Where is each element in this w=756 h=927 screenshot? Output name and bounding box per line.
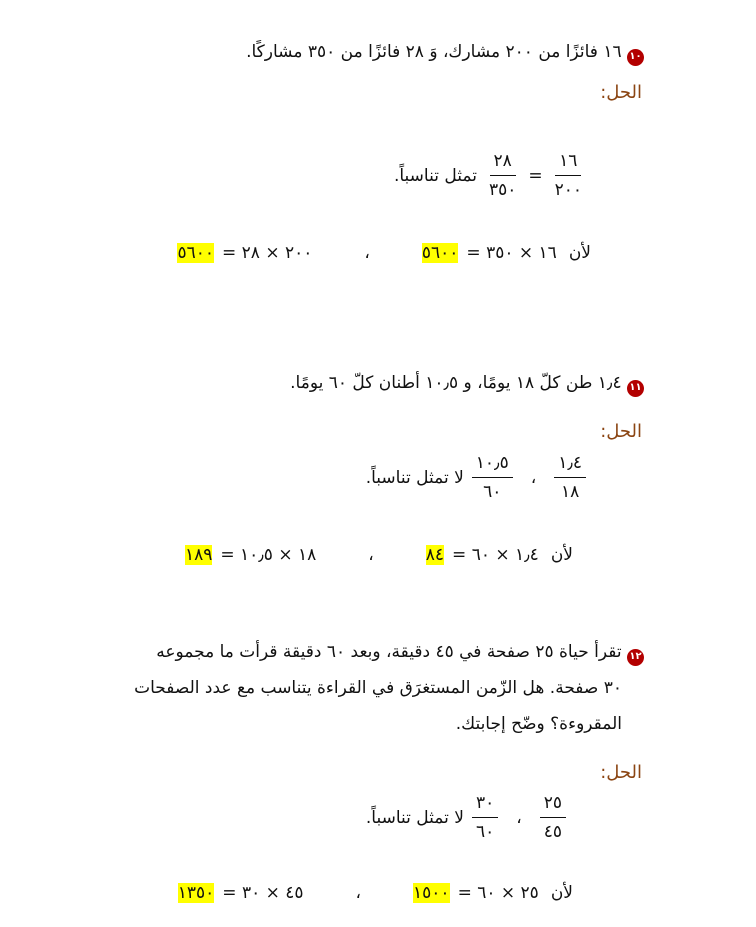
q12-line-2: ٣٠ صفحة. هل الزّمن المستغرَق في القراءة يتناسب مع عدد الصفحات bbox=[134, 678, 622, 698]
q12-proportion bbox=[366, 792, 566, 843]
q11-fraction-1: $\frac{١٫٤}{١٨}$ bbox=[554, 452, 586, 503]
q12-solution-label: الحل: bbox=[600, 762, 642, 783]
q11-text bbox=[290, 371, 644, 397]
q12-product-2-expr: ٤٥ × ٣٠ = bbox=[222, 883, 304, 903]
q11-separator-1: ، bbox=[530, 467, 537, 488]
q10-proportion: $\frac{١٦}{٢٠٠}$ = $\frac{٢٨}{٣٥٠}$ تمثل تناسباً. bbox=[394, 150, 586, 201]
q10-solution-label: الحل: bbox=[600, 82, 642, 103]
q10-fraction-2: $\frac{٢٨}{٣٥٠}$ bbox=[488, 151, 517, 200]
q12-product-1-result: ١٥٠٠ bbox=[413, 883, 450, 903]
q11-statement: ١٫٤ طن كلّ ١٨ يومًا، و ١٠٫٥ أطنان كلّ ٦٠ يومًا. bbox=[290, 373, 622, 393]
q11-separator: ، bbox=[368, 545, 374, 565]
q12-separator-1: ، bbox=[516, 807, 522, 828]
q11-proportion bbox=[366, 452, 586, 503]
q12-line-3: المقروءة؟ وضّح إجابتك. bbox=[455, 714, 622, 734]
q12-number-badge: ١٢ bbox=[627, 649, 644, 666]
q10-product-2-result: ٥٦٠٠ bbox=[177, 243, 214, 263]
q12-separator: ، bbox=[355, 883, 362, 903]
q12-fraction-1: $\frac{٢٥}{٤٥}$ bbox=[540, 792, 566, 843]
q11-product-2-expr: ١٨ × ١٠٫٥ = bbox=[220, 545, 317, 565]
q11-solution-label: الحل: bbox=[600, 421, 642, 442]
q12-line-1: ١٢ تقرأ حياة ٢٥ صفحة في ٤٥ دقيقة، وبعد ٦٠ دقيقة قرأت ما مجموعه bbox=[134, 634, 644, 670]
q10-because: لأن bbox=[568, 243, 591, 263]
q10-product-1-expr: ١٦ × ٣٥٠ = bbox=[466, 243, 557, 263]
q12-fraction-2: $\frac{٣٠}{٦٠}$ bbox=[472, 792, 498, 843]
q10-statement: ١٦ فائزًا من ٢٠٠ مشارك، وَ ٢٨ فائزًا من ٣٥٠ مشاركًا. bbox=[246, 42, 622, 62]
q10-separator: ، bbox=[364, 243, 370, 263]
q12-product-2-result: ١٣٥٠ bbox=[177, 883, 215, 903]
q12-text bbox=[134, 634, 644, 742]
q10-text bbox=[246, 40, 644, 66]
q11-product-2-result: ١٨٩ bbox=[184, 545, 213, 565]
q12-cross-products bbox=[178, 883, 573, 903]
q11-fraction-2: $\frac{١٠٫٥}{٦٠}$ bbox=[472, 452, 513, 503]
q10-product-2-expr: ٢٠٠ × ٢٨ = bbox=[222, 243, 313, 263]
q10-number-badge: ١٠ bbox=[627, 49, 644, 66]
q11-product-1-expr: ١٫٤ × ٦٠ = bbox=[452, 545, 539, 565]
q11-because: لأن bbox=[550, 545, 573, 565]
q12-product-1-expr: ٢٥ × ٦٠ = bbox=[457, 883, 539, 903]
q10-conclusion: تمثل تناسباً. bbox=[393, 165, 477, 186]
q11-product-1-result: ٨٤ bbox=[425, 545, 445, 565]
q10-cross-products bbox=[177, 243, 591, 263]
q11-cross-products bbox=[185, 545, 573, 565]
q12-conclusion: لا تمثل تناسباً. bbox=[365, 807, 464, 828]
q10-product-1-result: ٥٦٠٠ bbox=[421, 243, 459, 263]
q11-number-badge: ١١ bbox=[627, 380, 644, 397]
q12-because: لأن bbox=[550, 883, 573, 903]
q10-fraction-1: $\frac{١٦}{٢٠٠}$ bbox=[554, 151, 582, 200]
q11-conclusion: لا تمثل تناسباً. bbox=[365, 467, 464, 488]
